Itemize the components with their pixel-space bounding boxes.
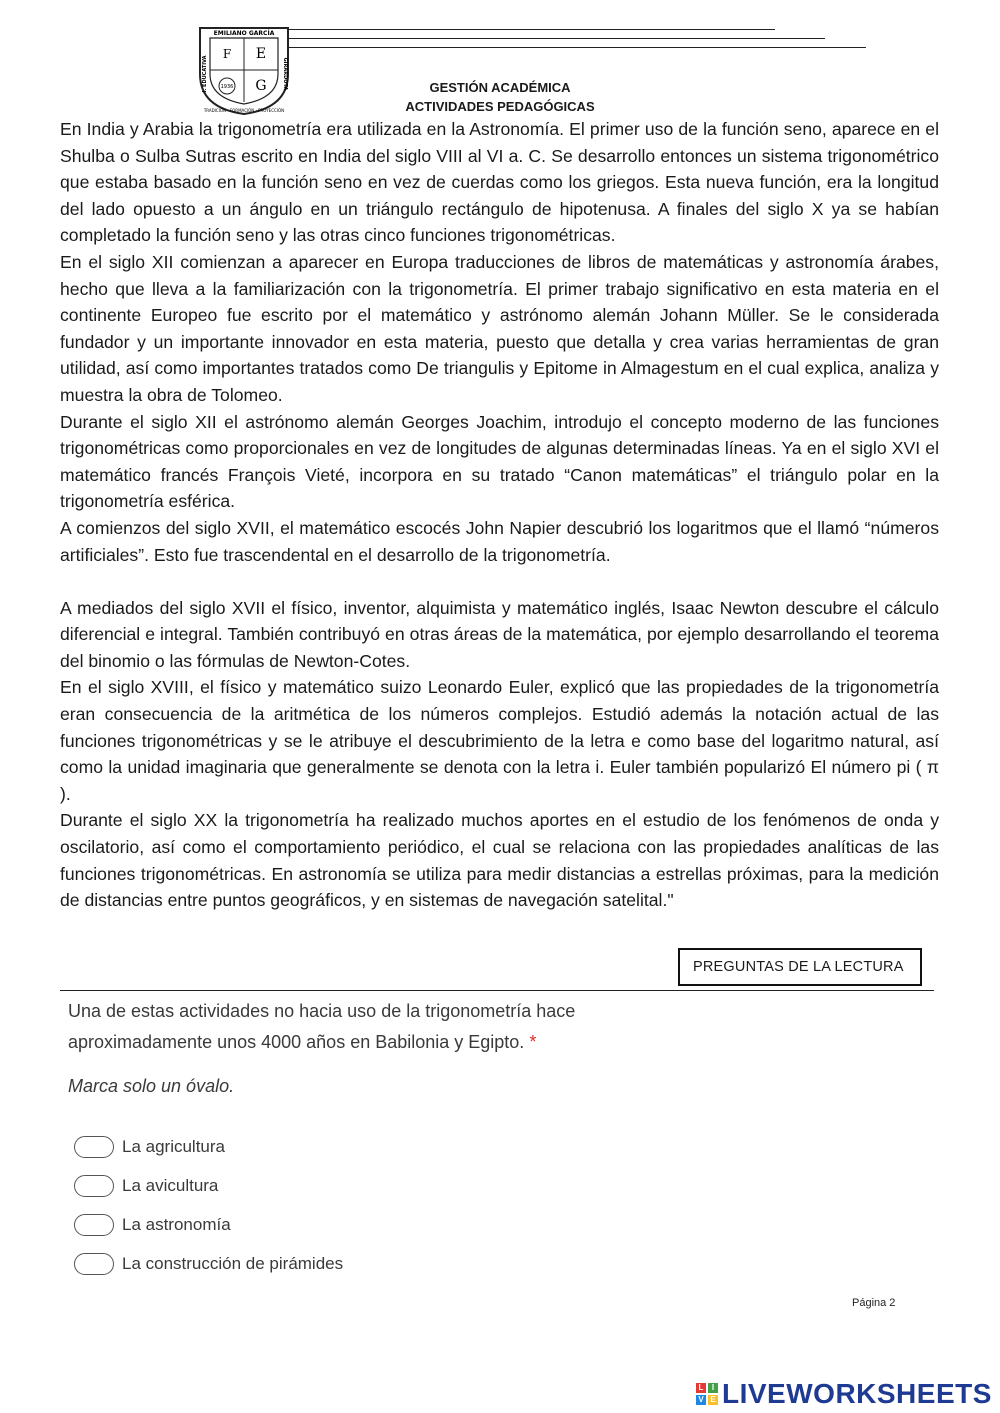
radio-oval[interactable] [74, 1136, 114, 1158]
crest-right-text: GIRARDOTA [282, 57, 288, 91]
page-number: Página 2 [852, 1297, 896, 1309]
answer-options [74, 1127, 343, 1283]
option-aviculture[interactable] [74, 1166, 343, 1205]
paragraph: Durante el siglo XII el astrónomo alemán Georges Joachim, introdujo el concepto moderno de las funciones trigonométricas como proporcionales en vez de longitudes de algunas determinadas líneas. Ya en el siglo XVI el matemático francés François Vieté, incorpora en su tratado “Canon matemáticas” el triángulo polar en la trigonometría esférica. [60, 411, 939, 512]
paragraph: En el siglo XVIII, el físico y matemático suizo Leonardo Euler, explicó que las propiedades de la trigonometría eran consecuencia de la aritmética de los números complejos. Estudió además la notación actual de las funciones trigonométricas y se le atribuye el descubrimiento de la letra e como base del logaritmo natural, así como la unidad imaginaria que generalmente se denota con la letra i. Euler también popularizó El número pi ( π ). [60, 677, 939, 804]
header-line-management: GESTIÓN ACADÉMICA [429, 80, 571, 95]
crest-initial-e: E [255, 46, 267, 62]
option-label: La astronomía [122, 1214, 231, 1234]
paragraph: A comienzos del siglo XVII, el matemático escocés John Napier descubrió los logaritmos que el llamó “números artificiales”. Esto fue trascendental en el desarrollo de la trigonometría. [60, 517, 939, 565]
option-label: La construcción de pirámides [122, 1253, 344, 1273]
section-divider [60, 990, 934, 991]
questions-section-label: PREGUNTAS DE LA LECTURA [678, 948, 922, 986]
liveworksheets-icon [696, 1383, 718, 1405]
radio-oval[interactable] [74, 1253, 114, 1275]
crest-left-text: I. EDUCATIVA [202, 55, 208, 93]
crest-initial-f: F [222, 47, 232, 61]
logo-letter: I [708, 1383, 718, 1393]
crest-initial-g: G [255, 78, 267, 94]
crest-top-text: EMILIANO GARCÍA [213, 30, 275, 37]
question-text: Una de estas actividades no hacia uso de la trigonometría hace aproximadamente unos 4000 años en Babilonia y Egipto. [68, 1001, 576, 1052]
brand-name: LIVEWORKSHEETS [722, 1378, 992, 1409]
logo-letter: E [708, 1395, 718, 1405]
question-prompt [68, 996, 708, 1058]
page-header [380, 78, 620, 116]
reading-text [60, 116, 939, 914]
required-mark: * [529, 1032, 537, 1052]
school-crest-logo [196, 24, 292, 116]
question-instruction: Marca solo un óvalo. [68, 1076, 235, 1096]
option-astronomy[interactable] [74, 1205, 343, 1244]
option-label: La avicultura [122, 1175, 219, 1195]
radio-oval[interactable] [74, 1214, 114, 1236]
crest-bottom-text: TRADICIÓN · FORMACIÓN · PROYECCIÓN [203, 108, 285, 113]
header-line-activities: ACTIVIDADES PEDAGÓGICAS [405, 99, 595, 114]
radio-oval[interactable] [74, 1175, 114, 1197]
liveworksheets-logo [696, 1378, 992, 1410]
option-pyramids[interactable] [74, 1244, 343, 1283]
paragraph: En India y Arabia la trigonometría era utilizada en la Astronomía. El primer uso de la función seno, aparece en el Shulba o Sulba Sutras escrito en India del siglo VIII al VI a. C. Se desarrollo entonces un sistema trigonométrico que estaba basado en la función seno en vez de cuerdas como los griegos. Esta nueva función, era la longitud del lado opuesto a un ángulo en un triángulo rectángulo de hipotenusa. A finales del siglo X ya se habían completado la función seno y las otras cinco funciones trigonométricas. [60, 119, 939, 246]
header-line-1 [288, 29, 775, 30]
paragraph: Durante el siglo XX la trigonometría ha realizado muchos aportes en el estudio de los fenómenos de onda y oscilatorio, así como el comportamiento periódico, el cual se relaciona con las propiedades analíticas de las funciones trigonométricas. En astronomía se utiliza para medir distancias a estrellas próximas, para la medición de distancias entre puntos geográficos, y en sistemas de navegación satelital." [60, 810, 939, 911]
crest-year: 1936 [220, 84, 234, 90]
logo-letter: V [696, 1395, 706, 1405]
option-agriculture[interactable] [74, 1127, 343, 1166]
header-line-3 [288, 47, 866, 48]
logo-letter: L [696, 1383, 706, 1393]
option-label: La agricultura [122, 1136, 226, 1156]
paragraph: En el siglo XII comienzan a aparecer en Europa traducciones de libros de matemáticas y astronomía árabes, hecho que lleva a la familiarización con la trigonometría. El primer trabajo significativo en esta materia en el continente Europeo fue escrito por el matemático y astrónomo alemán Johann Müller. Se le considerada fundador y un importante innovador en esta materia, puesto que detalla y crea varias herramientas de gran utilidad, así como importantes tratados como De triangulis y Epitome in Almagestum en el cual explica, analiza y muestra la obra de Tolomeo. [60, 251, 939, 405]
header-line-2 [288, 38, 825, 39]
paragraph: A mediados del siglo XVII el físico, inventor, alquimista y matemático inglés, Isaac Newton descubre el cálculo diferencial e integral. También contribuyó en otras áreas de la matemática, por ejemplo desarrollando el teorema del binomio o las fórmulas de Newton-Cotes. [60, 597, 939, 671]
